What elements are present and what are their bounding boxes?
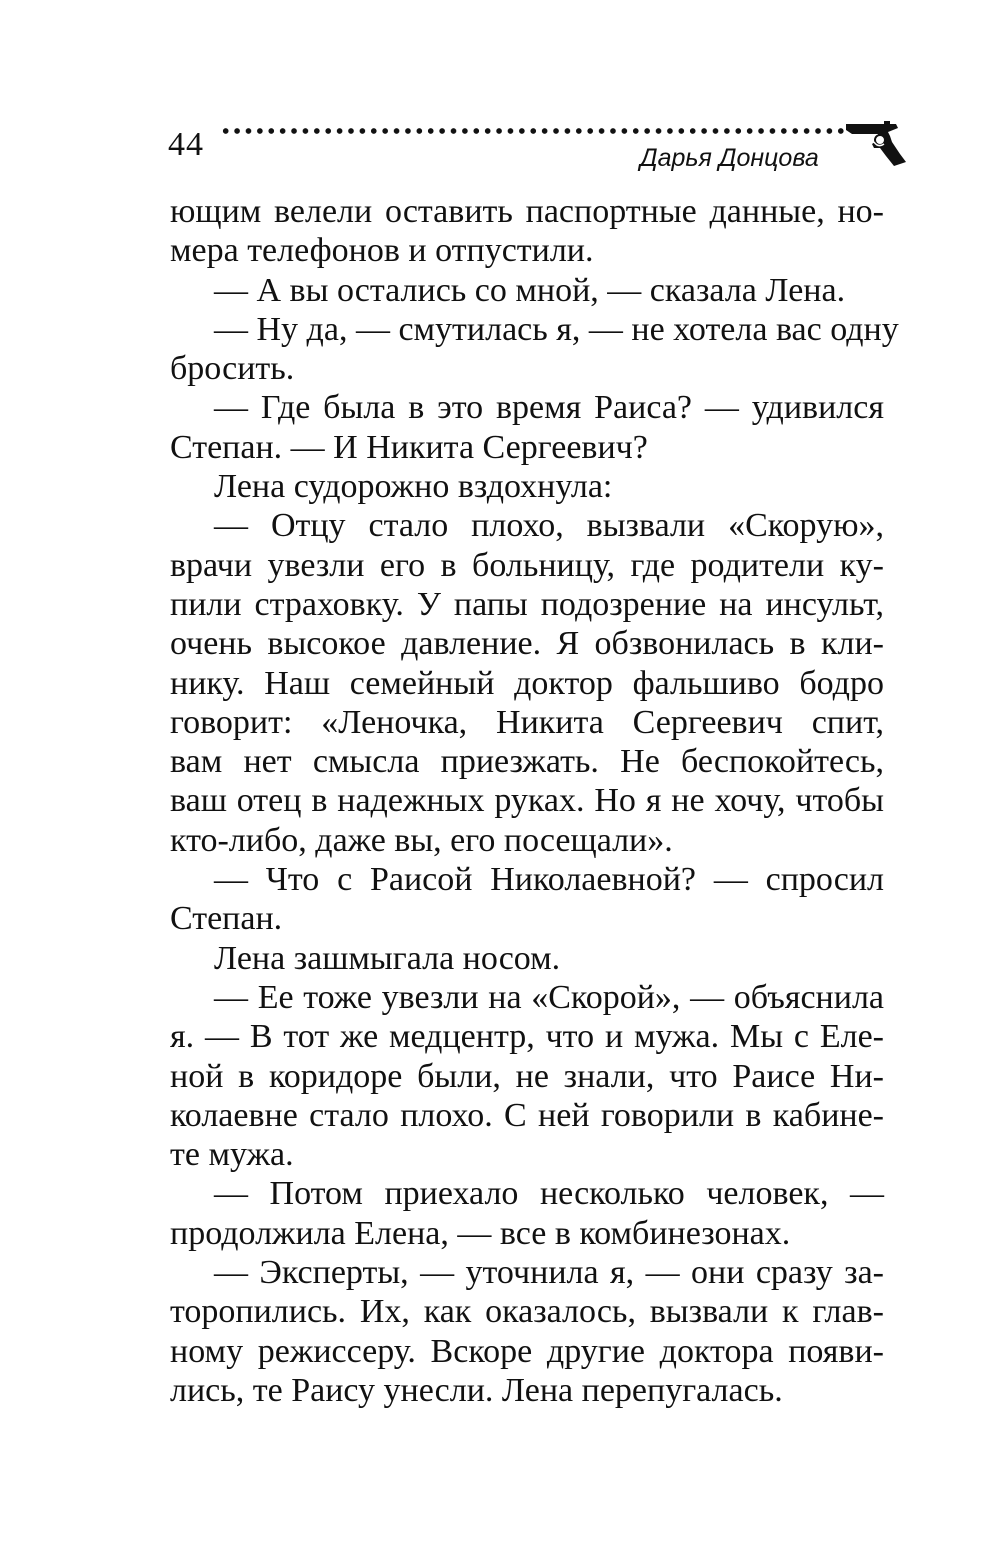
text-line: кто-либо, даже вы, его посещали». [170, 821, 673, 859]
text-line: — Где была в это время Раиса? — удивился [214, 389, 884, 427]
page-header [168, 118, 908, 198]
text-line: те мужа. [170, 1136, 294, 1174]
text-line: очень высокое давление. Я обзвонилась в кли- [170, 625, 884, 663]
text-line: — А вы остались со мной, — сказала Лена. [214, 271, 846, 309]
text-line: я. — В тот же медцентр, что и мужа. Мы с Еле- [170, 1018, 884, 1056]
text-line: вам нет смысла приезжать. Не беспокойтесь, [170, 743, 884, 781]
text-line: продолжила Елена, — все в комбинезонах. [170, 1214, 791, 1252]
text-line: — Потом приехало несколько человек, — [214, 1175, 884, 1213]
text-line: Степан. — И Никита Сергеевич? [170, 428, 648, 466]
text-line: — Что с Раисой Николаевной? — спросил [214, 861, 884, 899]
text-line: — Ее тоже увезли на «Скорой», — объяснила [214, 978, 884, 1016]
text-line: колаевне стало плохо. С ней говорили в кабине- [170, 1096, 884, 1134]
text-line: — Отцу стало плохо, вызвали «Скорую», [214, 507, 884, 545]
text-line: бросить. [170, 350, 295, 388]
text-line: ному режиссеру. Вскоре другие доктора появи- [170, 1332, 884, 1370]
text-line: нику. Наш семейный доктор фальшиво бодро [170, 664, 884, 702]
text-line: пили страховку. У папы подозрение на инсульт, [170, 585, 884, 623]
text-line: — Эксперты, — уточнила я, — они сразу за- [214, 1254, 884, 1292]
text-line: ной в коридоре были, не знали, что Раисе Ни- [170, 1057, 884, 1095]
text-line: ваш отец в надежных руках. Но я не хочу, чтобы [170, 782, 884, 820]
dotted-rule [220, 124, 845, 138]
revolver-icon [844, 118, 908, 168]
text-line: ющим велели оставить паспортные данные, но- [170, 193, 884, 230]
body-text [170, 192, 899, 1410]
text-line: Степан. [170, 900, 283, 938]
text-line: врачи увезли его в больницу, где родители ку- [170, 546, 884, 584]
running-head-author: Дарья Донцова [640, 144, 819, 172]
text-line: мера телефонов и отпустили. [170, 232, 594, 270]
text-line: Лена судорожно вздохнула: [214, 468, 613, 506]
text-line: торопились. Их, как оказалось, вызвали к глав- [170, 1293, 884, 1331]
text-line: — Ну да, — смутилась я, — не хотела вас одну [214, 310, 899, 348]
page-number: 44 [168, 126, 204, 163]
text-line: говорит: «Леночка, Никита Сергеевич спит, [170, 703, 884, 741]
text-line: Лена зашмыгала носом. [214, 939, 561, 977]
text-line: лись, те Раису унесли. Лена перепугалась. [170, 1371, 783, 1409]
